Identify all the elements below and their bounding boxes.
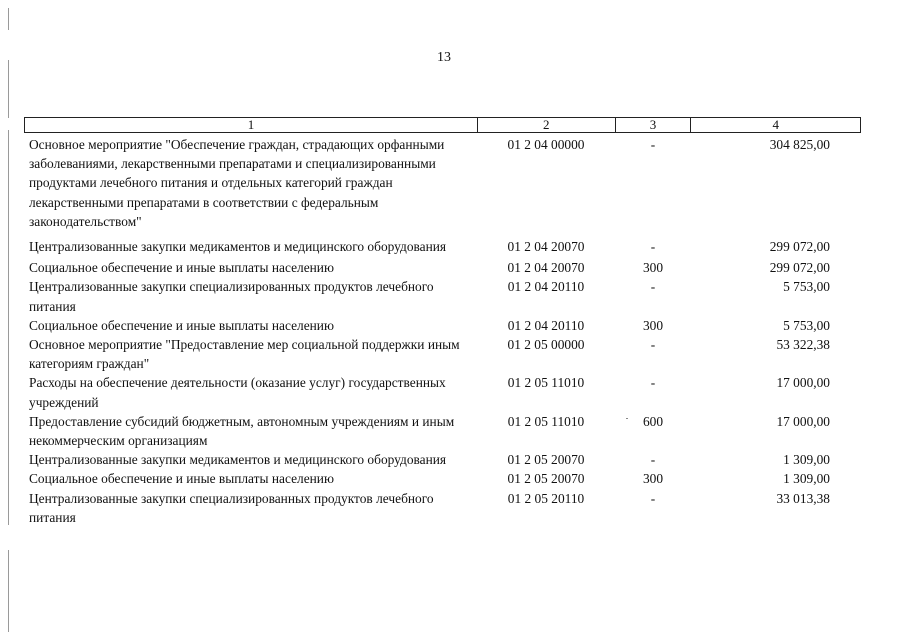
row-code: 01 2 05 20070 [507, 452, 585, 468]
row-amount: 1 309,00 [783, 471, 830, 487]
row-amount: 299 072,00 [769, 260, 830, 276]
header-col-4: 4 [690, 118, 860, 132]
row-amount: 5 753,00 [783, 317, 830, 333]
table-row [24, 412, 861, 450]
row-name: Централизованные закупки медикаментов и медицинского оборудования [29, 239, 447, 255]
row-amount: 304 825,00 [769, 137, 830, 152]
table-row [24, 135, 861, 231]
table-row [24, 258, 861, 277]
row-type: 300 [642, 317, 664, 333]
row-code: 01 2 04 00000 [507, 137, 585, 152]
row-amount: 1 309,00 [783, 452, 830, 468]
header-col-1: 1 [247, 117, 255, 132]
row-code: 01 2 05 11010 [507, 375, 585, 391]
row-type: 300 [642, 471, 664, 487]
row-name: Социальное обеспечение и иные выплаты населению [29, 317, 334, 333]
row-amount: 299 072,00 [769, 239, 830, 255]
row-name: Основное мероприятие "Предоставление мер социальной поддержки иным категориям граждан" [29, 337, 460, 372]
row-amount: 5 753,00 [783, 279, 830, 295]
header-col-2: 2 [477, 118, 615, 132]
scan-margin-line [8, 60, 9, 118]
row-name: Расходы на обеспечение деятельности (оказание услуг) государственных учреждений [29, 375, 446, 410]
table-row [24, 450, 861, 469]
budget-table [24, 117, 861, 527]
row-type: - [650, 337, 656, 353]
row-type: - [650, 239, 656, 255]
scan-margin-line [8, 8, 9, 30]
table-row [24, 373, 861, 411]
header-col-3: 3 [615, 118, 691, 132]
row-type: 300 [642, 260, 664, 276]
row-code: 01 2 04 20110 [507, 317, 585, 333]
row-code: 01 2 04 20070 [507, 260, 585, 276]
row-amount: 17 000,00 [776, 375, 830, 391]
row-code: 01 2 04 20070 [507, 239, 585, 255]
row-name: Основное мероприятие "Обеспечение граждан, страдающих орфанными заболеваниями, лекарственными препаратами и специализированными продуктами лечебного питания и отдельных категорий граждан лекарственными препаратами в соответствии с федеральным законодательством" [29, 137, 445, 229]
row-amount: 53 322,38 [776, 337, 830, 353]
row-type: - [650, 279, 656, 295]
row-type: - [650, 452, 656, 468]
table-body [24, 135, 861, 527]
table-row [24, 277, 861, 315]
scan-margin-line [8, 130, 9, 525]
table-row [24, 469, 861, 488]
row-code: 01 2 05 00000 [507, 337, 585, 353]
page-number: 13 [437, 50, 451, 65]
row-name: Централизованные закупки специализированных продуктов лечебного питания [29, 490, 434, 525]
scan-margin-line [8, 550, 9, 632]
table-header-row [24, 117, 861, 133]
table-row [24, 316, 861, 335]
row-type: - [650, 375, 656, 391]
row-amount: 17 000,00 [776, 413, 830, 429]
row-name: Централизованные закупки медикаментов и медицинского оборудования [29, 452, 447, 468]
row-amount: 33 013,38 [776, 490, 830, 506]
row-name: Централизованные закупки специализированных продуктов лечебного питания [29, 279, 434, 314]
row-name: Социальное обеспечение и иные выплаты населению [29, 260, 334, 276]
row-type: 600 [642, 413, 664, 429]
row-name: Социальное обеспечение и иные выплаты населению [29, 471, 334, 487]
row-name: Предоставление субсидий бюджетным, автономным учреждениям и иным некоммерческим организациям [29, 413, 455, 449]
row-type: - [650, 137, 656, 152]
row-type: - [650, 490, 656, 506]
row-code: 01 2 05 20070 [507, 471, 585, 487]
row-code: 01 2 05 20110 [507, 490, 585, 506]
table-row [24, 489, 861, 527]
table-row [24, 237, 861, 256]
table-row [24, 335, 861, 373]
row-code: 01 2 04 20110 [507, 279, 585, 295]
row-code: 01 2 05 11010 [507, 413, 585, 429]
